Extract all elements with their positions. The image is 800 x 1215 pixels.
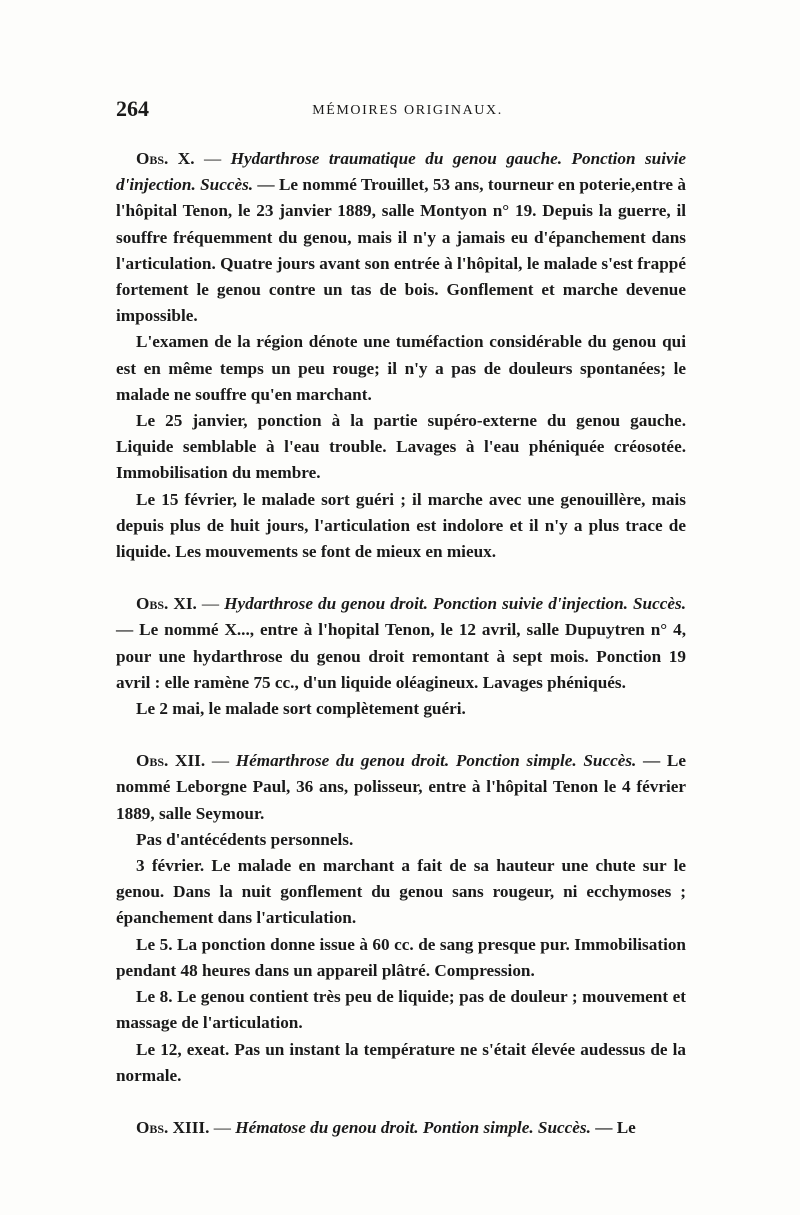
obs-11-p2: Le 2 mai, le malade sort complètement guéri. [136,699,466,719]
obs-12-title: Hémarthrose du genou droit. Ponction simple. Succès. [235,751,637,771]
running-head: MÉMOIRES ORIGINAUX. [312,103,503,118]
obs-13-title: Hématose du genou droit. Pontion simple. Succès. [235,1117,591,1137]
obs-10-label: Obs. X. [136,149,195,168]
obs-13-text: — Le [590,1117,636,1137]
obs-11-title: Hydarthrose du genou droit. Ponction suivie d'injection. Succès. [224,594,686,614]
obs-12-intro [116,748,686,827]
obs-13-intro [116,1115,686,1141]
obs-12-text: — Le nommé Leborgne Paul, 36 ans, polisseur, entre à l'hôpital Tenon le 4 février 1889, salle Seymour. [116,751,687,823]
obs-12-label: Obs. XII. [136,751,206,771]
obs-11-label: Obs. XI. [136,594,197,614]
obs-12-p5: Le 8. Le genou contient très peu de liquide; pas de douleur ; mouvement et massage de l'articulation. [116,987,686,1033]
obs-11-text: — Le nommé X..., entre à l'hopital Tenon, le 12 avril, salle Dupuytren n° 4, pour une hydarthrose du genou droit remontant à sept mois. Ponction 19 avril : elle ramène 75 cc., d'un liquide oléagineux. Lavages phéniqués. [116,620,686,692]
obs-10-p3: Le 25 janvier, ponction à la partie supéro-externe du genou gauche. Liquide semblable à l'eau trouble. Lavages à l'eau phéniquée créosotée. Immobilisation du membre. [116,411,686,483]
obs-12-p2: Pas d'antécédents personnels. [136,829,354,849]
obs-11-dash: — [196,594,225,614]
obs-12-p4: Le 5. La ponction donne issue à 60 cc. de sang presque pur. Immobilisation pendant 48 heures dans un appareil plâtré. Compression. [116,934,686,980]
obs-10-intro [116,146,686,329]
obs-10-text: — Le nommé Trouillet, 53 ans, tourneur en poterie,entre à l'hôpital Tenon, le 23 janvier 1889, salle Montyon n° 19. Depuis la guerre, il souffre fréquemment du genou, mais il n'y a jamais eu d'épanchement dans l'articulation. Quatre jours avant son entrée à l'hôpital, le malade s'est frappé fortement le genou contre un tas de bois. Gonflement et marche devenue impossible. [116,175,686,326]
obs-10-p2: L'examen de la région dénote une tuméfaction considérable du genou qui est en même temps un peu rouge; il n'y a pas de douleurs spontanées; le malade ne souffre qu'en marchant. [116,332,686,404]
obs-10-title: Hydarthrose traumatique du genou gauche. Ponction suivie d'injection. Succès. [116,149,687,195]
obs-13-label: Obs. XIII. [136,1117,210,1137]
obs-12-dash: — [205,751,236,771]
obs-10-dash: — [194,149,231,168]
obs-10-p4: Le 15 février, le malade sort guéri ; il marche avec une genouillère, mais depuis plus de huit jours, l'articulation est indolore et il n'y a plus trace de liquide. Les mouvements se font de mieux en mieux. [116,489,686,562]
page-body [116,146,686,1141]
page-number: 264 [116,96,149,121]
obs-12-p3: 3 février. Le malade en marchant a fait de sa hauteur une chute sur le genou. Dans la nuit gonflement du genou sans rougeur, ni ecchymoses ; épanchement dans l'articulation. [116,856,686,928]
obs-13-dash: — [209,1117,236,1137]
obs-12-p6: Le 12, exeat. Pas un instant la température ne s'était élevée audessus de la normale. [116,1039,686,1085]
obs-11-intro [116,591,686,696]
